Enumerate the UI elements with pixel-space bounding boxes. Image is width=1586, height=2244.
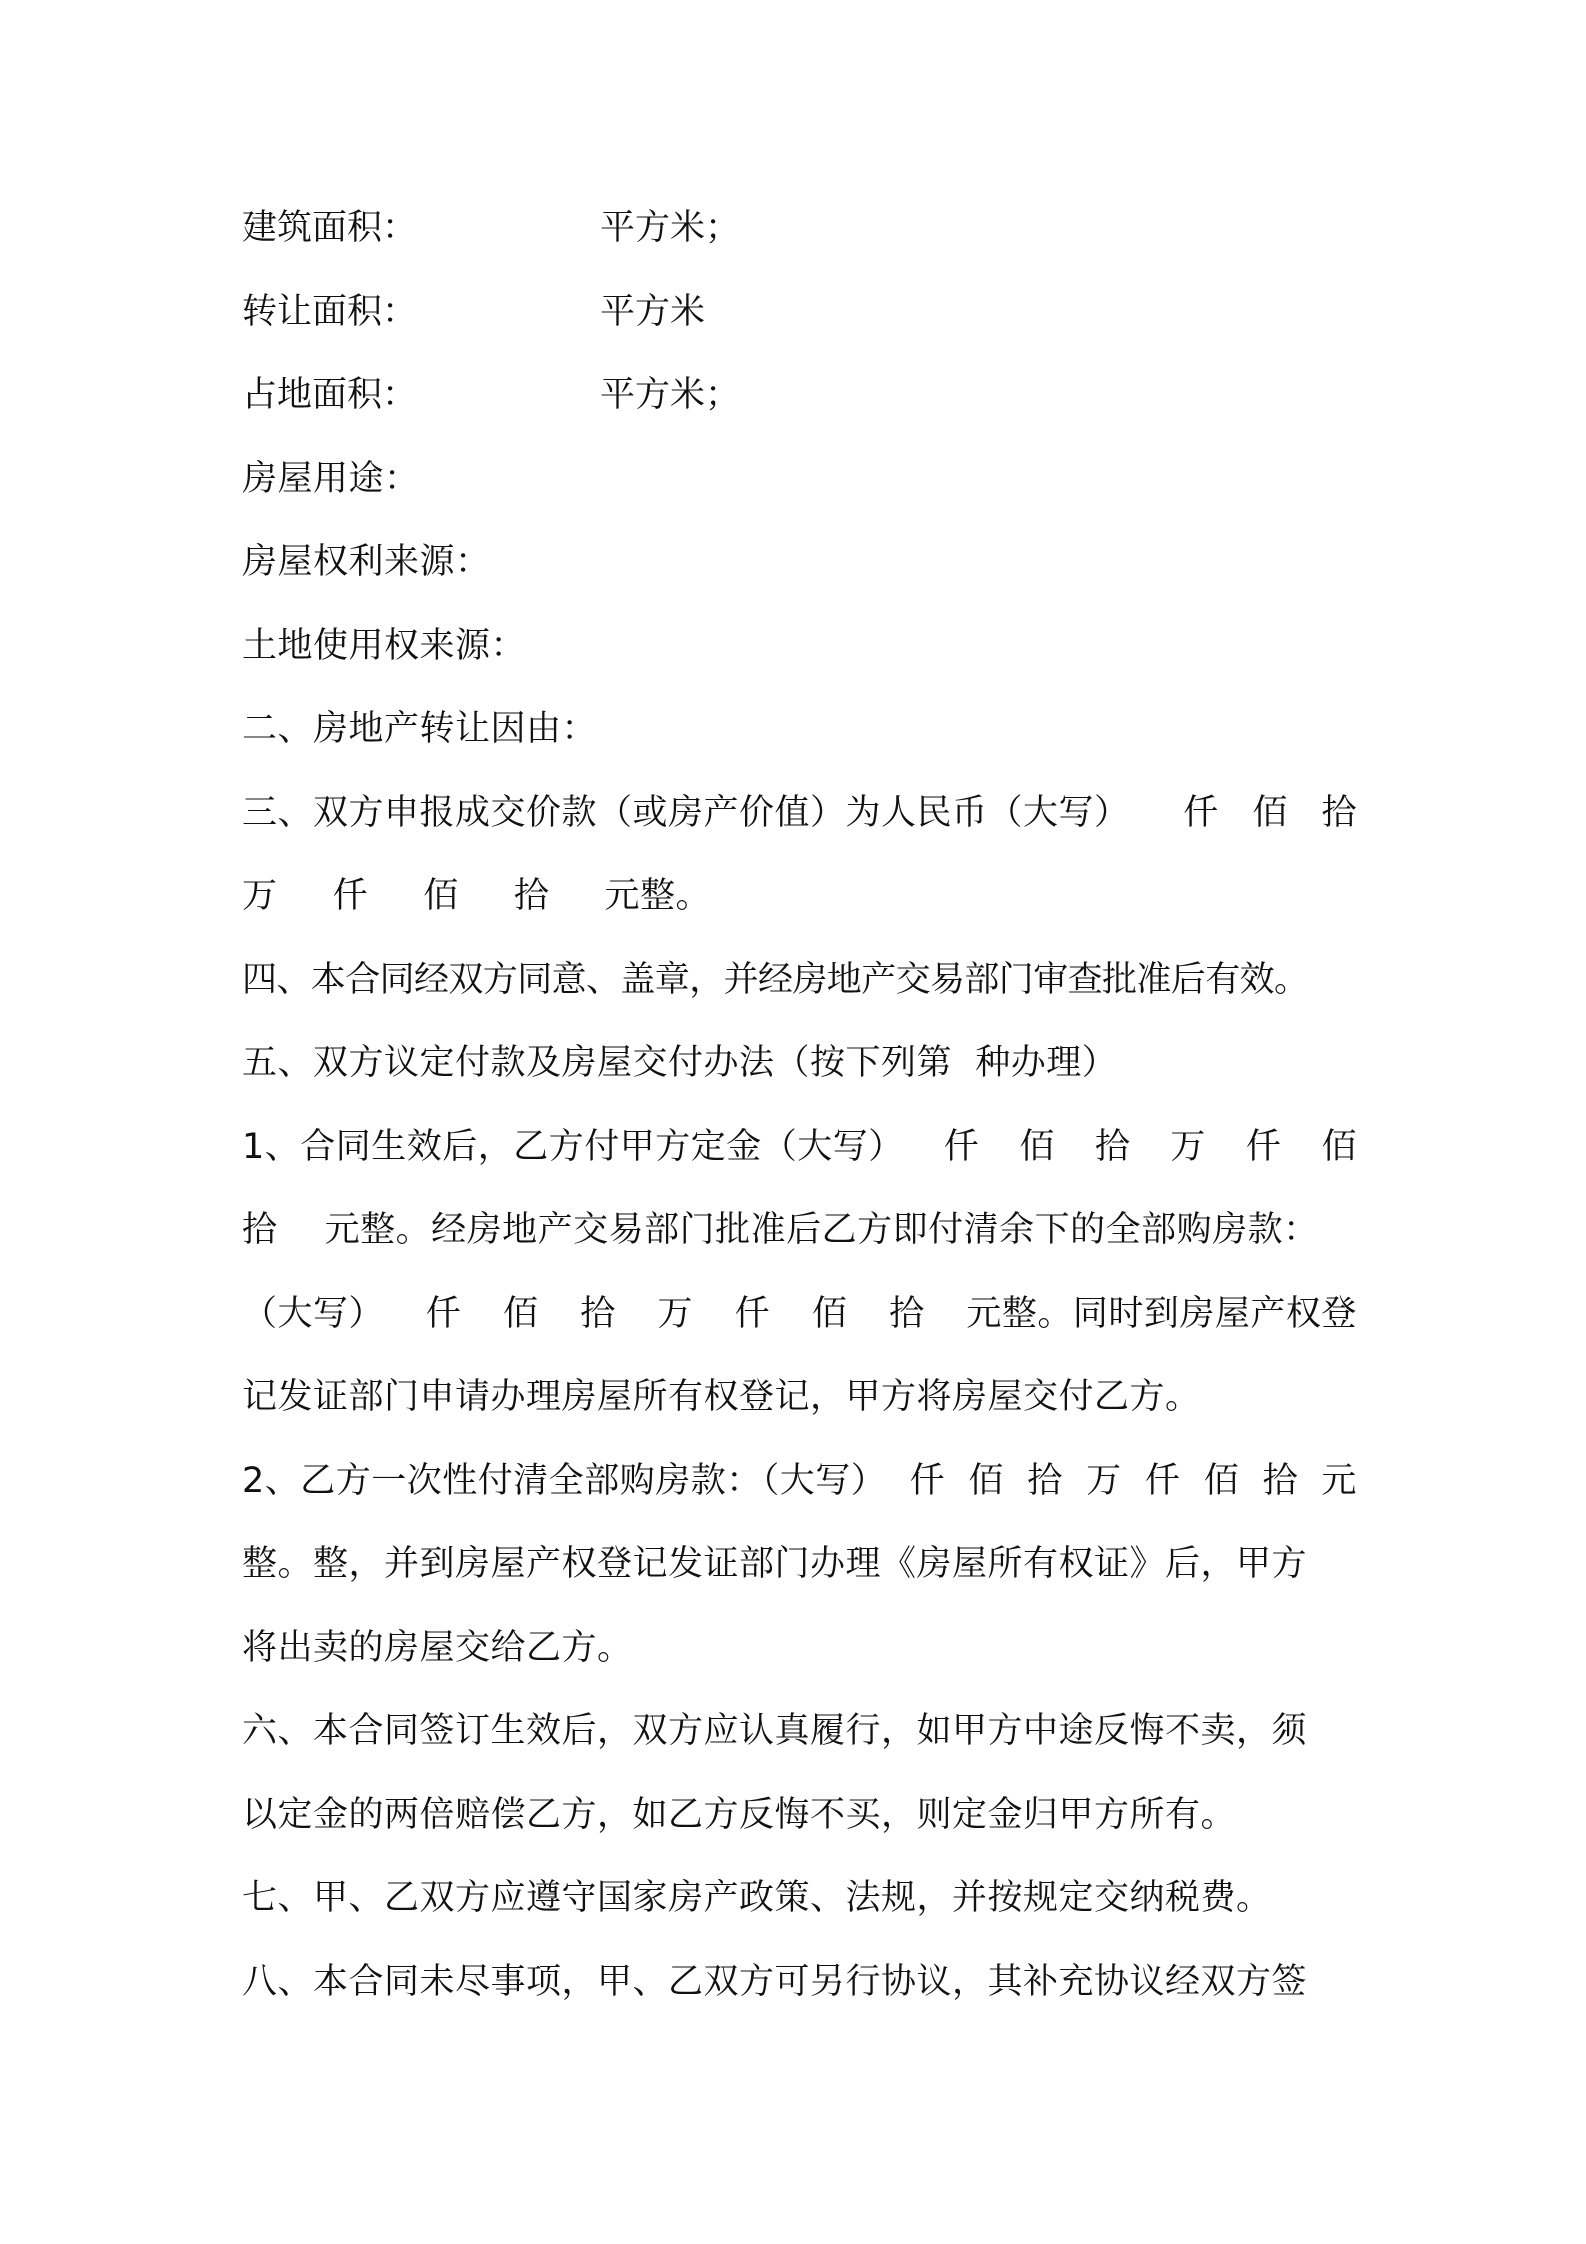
land-area-unit: 平方米；	[600, 375, 741, 415]
amount-unit: 佰	[1019, 1127, 1055, 1167]
clause-5-2-line-1	[242, 1457, 1357, 1505]
clause-7: 七、甲、乙双方应遵守国家房产政策、法规，并按规定交纳税费。	[242, 1878, 1272, 1918]
amount-unit: 万	[657, 1294, 693, 1334]
amount-label: （大写）	[242, 1294, 385, 1334]
amount-unit: 佰	[1321, 1127, 1357, 1167]
clause-3-text: 三、双方申报成交价款（或房产价值）为人民币（大写）	[242, 793, 1130, 833]
amount-unit: 仟	[425, 1294, 462, 1334]
clause-8-line-1: 八、本合同未尽事项，甲、乙双方可另行协议，其补充协议经双方签	[242, 1962, 1308, 2002]
amount-unit: 佰	[1203, 1461, 1240, 1501]
clause-2: 二、房地产转让因由：	[242, 709, 598, 749]
amount-unit: 仟	[909, 1461, 946, 1501]
clause-5-2-line-2: 整。整，并到房屋产权登记发证部门办理《房屋所有权证》后，甲方	[242, 1544, 1308, 1584]
amount-unit: 仟	[943, 1127, 980, 1167]
amount-unit: 佰	[502, 1294, 539, 1334]
clause-5-1-text-tail: 元整。同时到房屋产权登	[966, 1294, 1357, 1334]
land-right-source-line: 土地使用权来源：	[242, 626, 527, 666]
amount-unit: 元	[1321, 1461, 1357, 1501]
transfer-area-unit: 平方米	[600, 292, 706, 332]
transfer-area-label: 转让面积：	[242, 292, 418, 332]
clause-5-1-line-1	[242, 1123, 1357, 1171]
clause-5-2-text: 2、乙方一次性付清全部购房款：（大写）	[242, 1461, 887, 1501]
amount-unit: 佰	[811, 1294, 848, 1334]
clause-6-line-1: 六、本合同签订生效后，双方应认真履行，如甲方中途反悔不卖，须	[242, 1711, 1308, 1751]
land-area-label: 占地面积：	[242, 375, 418, 415]
clause-3-line-1	[242, 789, 1357, 837]
house-right-source-line: 房屋权利来源：	[242, 542, 491, 582]
amount-unit: 仟	[1183, 793, 1219, 833]
amount-unit: 佰	[968, 1461, 1004, 1501]
building-area-label: 建筑面积：	[242, 208, 418, 248]
clause-5-1-line-4: 记发证部门申请办理房屋所有权登记，甲方将房屋交付乙方。	[242, 1377, 1201, 1417]
clause-5: 五、双方议定付款及房屋交付办法（按下列第 种办理）	[242, 1043, 1118, 1083]
amount-unit: 万	[1086, 1461, 1122, 1501]
amount-unit: 拾	[580, 1294, 616, 1334]
amount-unit: 拾	[1094, 1127, 1131, 1167]
building-area-unit: 平方米；	[600, 208, 741, 248]
amount-unit: 拾	[1321, 793, 1357, 833]
amount-unit: 仟	[734, 1294, 771, 1334]
house-use-line: 房屋用途：	[242, 459, 420, 499]
clause-6-line-2: 以定金的两倍赔偿乙方，如乙方反悔不买，则定金归甲方所有。	[242, 1795, 1237, 1835]
amount-unit: 拾	[1027, 1461, 1063, 1501]
amount-unit: 佰	[1252, 793, 1288, 833]
clause-5-1-text: 1、合同生效后，乙方付甲方定金（大写）	[242, 1127, 904, 1167]
clause-4: 四、本合同经双方同意、盖章，并经房地产交易部门审查批准后有效。	[242, 960, 1309, 1000]
clause-5-2-line-3: 将出卖的房屋交给乙方。	[242, 1628, 633, 1668]
clause-3-line-2: 万 仟 佰 拾 元整。	[242, 876, 712, 916]
amount-unit: 拾	[889, 1294, 925, 1334]
amount-unit: 拾	[1262, 1461, 1299, 1501]
clause-5-1-line-2: 拾 元整。经房地产交易部门批准后乙方即付清余下的全部购房款：	[242, 1210, 1319, 1250]
amount-unit: 仟	[1144, 1461, 1181, 1501]
amount-unit: 万	[1170, 1127, 1206, 1167]
amount-unit: 仟	[1245, 1127, 1282, 1167]
clause-5-1-line-3	[242, 1290, 1357, 1338]
